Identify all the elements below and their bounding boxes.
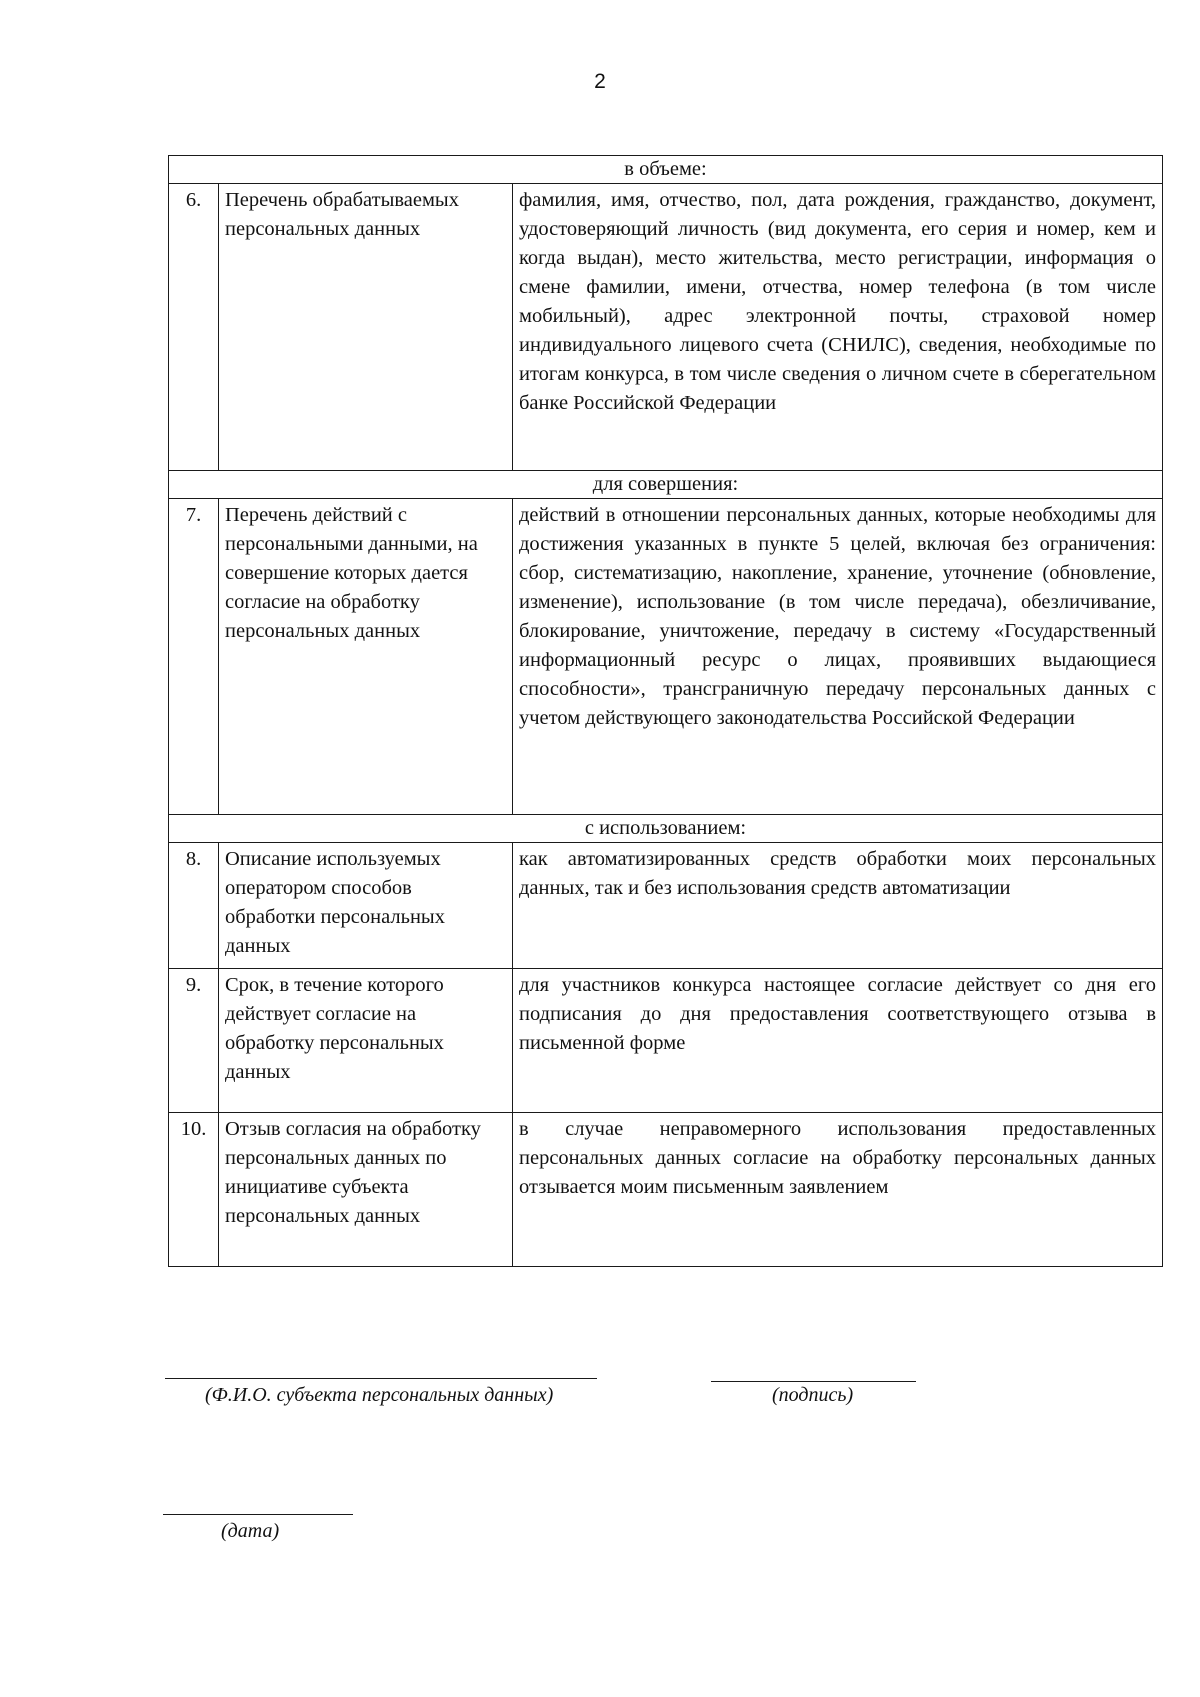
row-name: Срок, в течение которого действует согласие на обработку персональных данных (219, 969, 513, 1113)
section-header-volume: в объеме: (169, 156, 1163, 184)
row-value: в случае неправомерного использования предоставленных персональных данных согласие на обработку персональных данных отзывается моим письменным заявлением (513, 1113, 1163, 1267)
table-row-8 (169, 843, 1163, 969)
row-value: действий в отношении персональных данных, которые необходимы для достижения указанных в пункте 5 целей, включая без ограничения: сбор, систематизацию, накопление, хранение, уточнение (обновление, изменение), использование (в том числе передача), обезличивание, блокирование, уничтожение, передачу в систему «Государственный информационный ресурс о лицах, проявивших выдающиеся способности», трансграничную передачу персональных данных с учетом действующего законодательства Российской Федерации (513, 499, 1163, 815)
table-row-10 (169, 1113, 1163, 1267)
fio-caption: (Ф.И.О. субъекта персональных данных) (205, 1384, 554, 1406)
row-name: Перечень обрабатываемых персональных данных (219, 184, 513, 471)
section-header-actions: для совершения: (169, 471, 1163, 499)
page-number: 2 (594, 70, 606, 93)
table-row-6 (169, 184, 1163, 471)
table-row-7 (169, 499, 1163, 815)
row-name: Перечень действий с персональными данными, на совершение которых дается согласие на обработку персональных данных (219, 499, 513, 815)
row-number: 7. (169, 499, 219, 815)
signature-line (711, 1381, 916, 1382)
consent-table (168, 155, 1163, 1267)
fio-line (165, 1378, 597, 1379)
row-number: 10. (169, 1113, 219, 1267)
row-name: Описание используемых оператором способов обработки персональных данных (219, 843, 513, 969)
date-caption: (дата) (221, 1520, 280, 1542)
row-value: фамилия, имя, отчество, пол, дата рождения, гражданство, документ, удостоверяющий личность (вид документа, его серия и номер, кем и когда выдан), место жительства, место регистрации, информация о смене фамилии, имени, отчества, номер телефона (в том числе мобильный), адрес электронной почты, страховой номер индивидуального лицевого счета (СНИЛС), сведения, необходимые по итогам конкурса, в том числе сведения о личном счете в сберегательном банке Российской Федерации (513, 184, 1163, 471)
row-number: 8. (169, 843, 219, 969)
row-number: 9. (169, 969, 219, 1113)
table-row-9 (169, 969, 1163, 1113)
section-header-usage: с использованием: (169, 815, 1163, 843)
section-header-row (169, 815, 1163, 843)
section-header-row (169, 471, 1163, 499)
row-number: 6. (169, 184, 219, 471)
section-header-row (169, 156, 1163, 184)
row-value: как автоматизированных средств обработки моих персональных данных, так и без использования средств автоматизации (513, 843, 1163, 969)
row-name: Отзыв согласия на обработку персональных данных по инициативе субъекта персональных данных (219, 1113, 513, 1267)
row-value: для участников конкурса настоящее согласие действует со дня его подписания до дня предоставления соответствующего отзыва в письменной форме (513, 969, 1163, 1113)
date-line (163, 1514, 353, 1515)
signature-caption: (подпись) (772, 1384, 854, 1406)
